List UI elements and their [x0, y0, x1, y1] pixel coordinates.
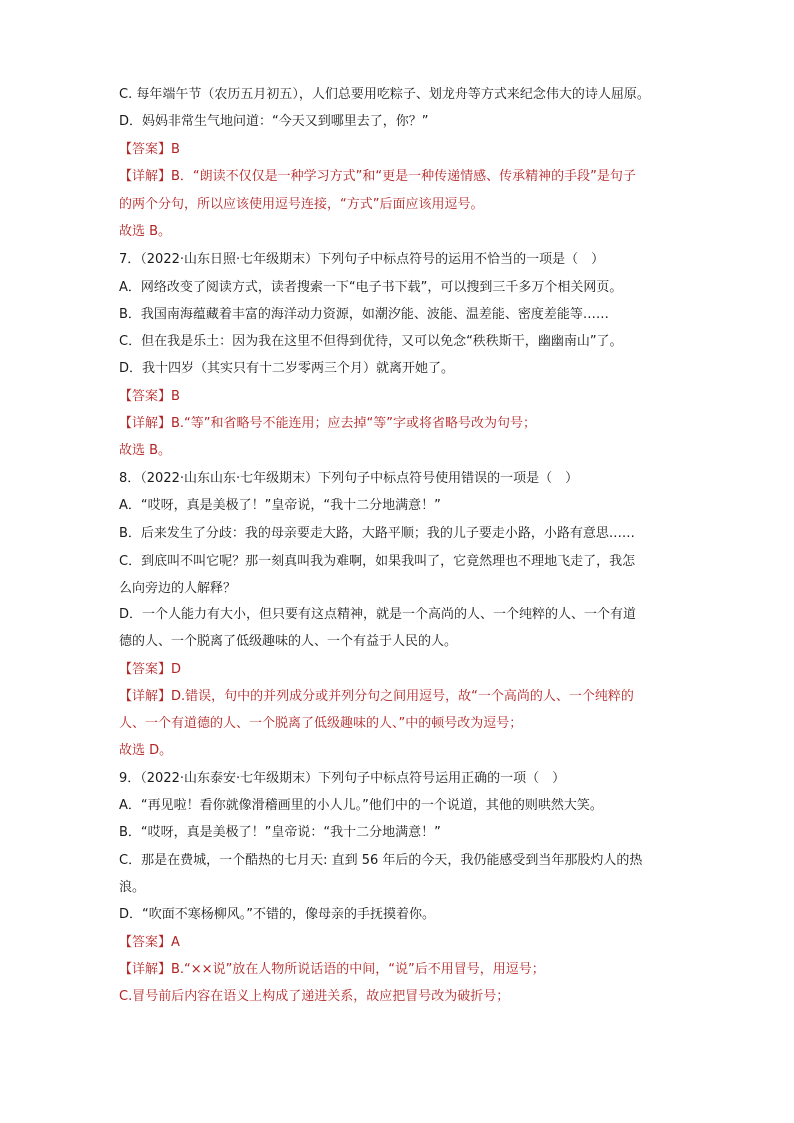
question-line: B．“哎呀，真是美极了！”皇帝说：“我十二分地满意！” — [119, 825, 441, 840]
question-line: C．那是在费城，一个酷热的七月天: 直到 56 年后的今天，我仍能感受到当年那股灼人的热 — [119, 853, 643, 868]
question-line: 浪。 — [119, 880, 146, 895]
answer-line: 【详解】B．“朗读不仅仅是一种学习方式”和“更是一种传递情感、传承精神的手段”是句子 — [119, 169, 636, 184]
answer-line: 【答案】D — [119, 662, 182, 677]
answer-line: 【答案】B — [119, 389, 180, 404]
question-line: 德的人、一个脱离了低级趣味的人、一个有益于人民的人。 — [119, 634, 458, 649]
question-line: C．到底叫不叫它呢？那一刻真叫我为难啊，如果我叫了，它竟然理也不理地飞走了，我怎 — [119, 554, 636, 569]
question-line: 么向旁边的人解释？ — [119, 581, 237, 596]
question-line: 7．（2022·山东日照·七年级期末）下列句子中标点符号的运用不恰当的一项是（ ） — [119, 252, 605, 267]
answer-line: 【答案】A — [119, 935, 180, 950]
question-line: 8．（2022·山东山东·七年级期末）下列句子中标点符号使用错误的一项是（ ） — [119, 471, 579, 486]
question-line: C. 每年端午节（农历五月初五），人们总要用吃粽子、划龙舟等方式来纪念伟大的诗人屈原。 — [119, 87, 650, 102]
question-line: D．我十四岁（其实只有十二岁零两三个月）就离开她了。 — [119, 361, 455, 376]
answer-line: 【详解】D.错误，句中的并列成分或并列分句之间用逗号，故“一个高尚的人、一个纯粹的 — [119, 689, 634, 704]
question-line: D．“吹面不寒杨柳风。”不错的，像母亲的手抚摸着你。 — [119, 907, 435, 922]
question-line: 9．（2022·山东泰安·七年级期末）下列句子中标点符号运用正确的一项（ ） — [119, 771, 566, 786]
question-line: A．网络改变了阅读方式，读者搜索一下“电子书下载”，可以搜到三千多万个相关网页。 — [119, 280, 623, 295]
question-line: A．“再见啦！看你就像滑稽画里的小人儿。”他们中的一个说道，其他的则哄然大笑。 — [119, 798, 603, 813]
answer-line: 故选 B。 — [119, 443, 172, 458]
answer-line: 【答案】B — [119, 142, 180, 157]
answer-line: C.冒号前后内容在语义上构成了递进关系，故应把冒号改为破折号； — [119, 989, 510, 1004]
question-line: B．我国南海蕴藏着丰富的海洋动力资源，如潮汐能、波能、温差能、密度差能等…… — [119, 307, 609, 322]
answer-line: 【详解】B.“××说”放在人物所说话语的中间，“说”后不用冒号，用逗号； — [119, 962, 545, 977]
question-line: A．“哎呀，真是美极了！”皇帝说，“我十二分地满意！” — [119, 498, 441, 513]
answer-line: 故选 B。 — [119, 224, 172, 239]
answer-line: 【详解】B.“等”和省略号不能连用；应去掉“等”字或将省略号改为句号； — [119, 416, 536, 431]
answer-line: 人、一个有道德的人、一个脱离了低级趣味的人、”中的顿号改为逗号； — [119, 716, 523, 731]
answer-line: 的两个分句，所以应该使用逗号连接，“方式”后面应该用逗号。 — [119, 197, 484, 212]
question-line: D．妈妈非常生气地问道：“今天又到哪里去了，你？” — [119, 114, 429, 129]
answer-line: 故选 D。 — [119, 743, 173, 758]
question-line: B．后来发生了分歧：我的母亲要走大路，大路平顺；我的儿子要走小路，小路有意思…… — [119, 526, 635, 541]
question-line: C．但在我是乐土：因为我在这里不但得到优待，又可以免念“秩秩斯干，幽幽南山”了。 — [119, 334, 623, 349]
question-line: D．一个人能力有大小，但只要有这点精神，就是一个高尚的人、一个纯粹的人、一个有道 — [119, 607, 637, 622]
